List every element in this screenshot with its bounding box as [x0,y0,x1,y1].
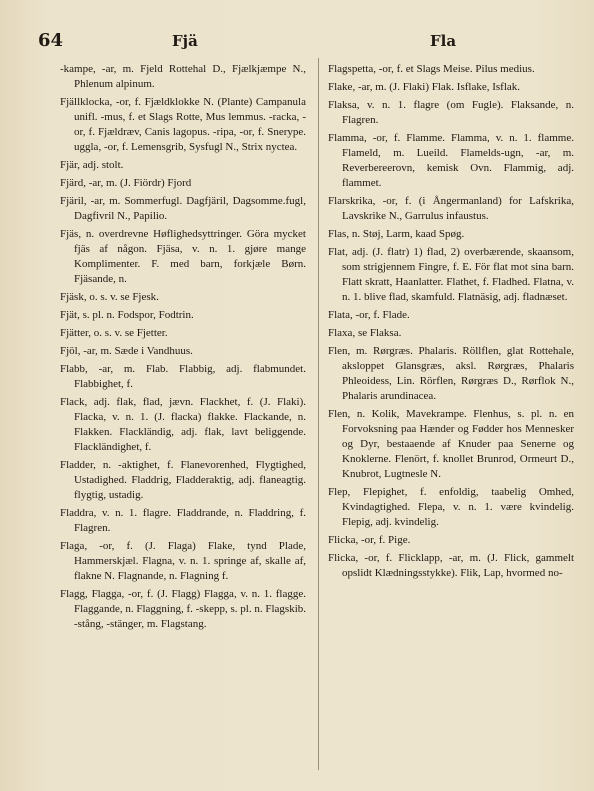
dictionary-entry: Fladder, n. -aktighet, f. Flanevorenhed, Flygtighed, Ustadighed. Fladdrig, Fladderaktig, adj. flaneagtig. flygtig, ustadig. [60,459,306,501]
dictionary-entry: Flabb, -ar, m. Flab. Flabbig, adj. flabmundet. Flabbighet, f. [60,363,306,390]
column-divider [318,58,319,770]
dictionary-entry: Flicka, -or, f. Pige. [328,534,411,546]
dictionary-entry: Flen, n. Kolik, Mavekrampe. Flenhus, s. pl. n. en Forvoksning paa Hænder og Fødder hos Mennesker og Dyr, bestaaende af Knuder paa Senerne og Knoklerne. Flenört, f. knollet Brunrod, Ormeurt D., Knubrot, Lugtnesle N. [328,408,574,480]
dictionary-entry: Flaga, -or, f. (J. Flaga) Flake, tynd Plade, Hammerskjæl. Flagna, v. n. 1. springe af, skalle af, flakne N. Flagnande, n. Flagning f. [60,540,306,582]
dictionary-entry: Flaxa, se Flaksa. [328,327,402,339]
dictionary-entry: Flep, Flepighet, f. enfoldig, taabelig Omhed, Kvindagtighed. Flepa, v. n. 1. være kvindelig. Flepig, adj. kvindelig. [328,486,574,528]
left-guide-word: Fjä [172,32,198,50]
page-header [38,30,554,52]
dictionary-entry: Flagspetta, -or, f. et Slags Meise. Pilus medius. [328,63,535,75]
left-column [60,62,306,767]
right-guide-word: Fla [430,32,457,50]
dictionary-entry: Fjär, adj. stolt. [60,159,124,171]
dictionary-entry: Fladdra, v. n. 1. flagre. Fladdrande, n. Fladdring, f. Flagren. [60,507,306,534]
dictionary-entry: Fjäril, -ar, m. Sommerfugl. Dagfjäril, Dagsomme.fugl, Dagfivril N., Papilio. [60,195,306,222]
dictionary-entry: -kampe, -ar, m. Fjeld Rottehal D., Fjælkjæmpe N., Phlenum alpinum. [60,63,306,90]
dictionary-entry: Fjät, s. pl. n. Fodspor, Fodtrin. [60,309,194,321]
dictionary-entry: Fjällklocka, -or, f. Fjældklokke N. (Plante) Campanula unifl. -mus, f. et Slags Rotte, Mus lemmus. -racka, -or, f. Fjældræv, Canis lagopus. -ripa, -or, f. Snerype. uggla, -or, f. Lemensgrib, Sysfugl N., Strix nyctea. [60,96,306,153]
dictionary-entry: Flicka, -or, f. Flicklapp, -ar, m. (J. Flick, gammelt opslidt Klædningsstykke). Flik, Lap, hvormed no- [328,552,574,579]
dictionary-entry: Fjärd, -ar, m. (J. Fiördr) Fjord [60,177,192,189]
dictionary-entry: Fjäsk, o. s. v. se Fjesk. [60,291,159,303]
page-number: 64 [38,30,64,51]
right-column [328,62,574,767]
dictionary-entry: Flas, n. Støj, Larm, kaad Spøg. [328,228,465,240]
dictionary-entry: Flat, adj. (J. flatr) 1) flad, 2) overbærende, skaansom, som strigjennem Fingre, f. E. För flat mot sina barn. Flatt skratt, Haanlatter. Flathet, f. Fladhed. Flatna, v. n. 1. blive flad, skamfuld. Flatnäsig, adj. fladnæset. [328,246,574,303]
dictionary-entry: Flagg, Flagga, -or, f. (J. Flagg) Flagga, v. n. 1. flagge. Flaggande, n. Flaggning, f. -skepp, s. pl. n. Flagskib. -stång, -stänger, m. Flagstang. [60,588,306,630]
dictionary-entry: Flen, m. Rørgræs. Phalaris. Röllflen, glat Rottehale, aksloppet Glansgræs, aksl. Rørgræs, Phalaris Phleoidess, Lin. Rörflen, Rørgræs D., Rørflok N., Phalaris arundinacea. [328,345,574,402]
dictionary-entry: Flarskrika, -or, f. (i Ångermanland) for Lafskrika, Lavskrike N., Garrulus infaustus. [328,195,574,222]
dictionary-entry: Fjäs, n. overdrevne Høflighedsyttringer. Göra mycket fjäs af någon. Fjäsa, v. n. 1. gjøre mange Komplimenter. F. med barn, forkjæle Børn. Fjäsande, n. [60,228,306,285]
dictionary-entry: Flamma, -or, f. Flamme. Flamma, v. n. 1. flamme. Flameld, m. Lueild. Flamelds-ugn, -ar, m. Reverbereerovn, kemisk Ovn. Flammig, adj. flammet. [328,132,574,189]
dictionary-entry: Fjätter, o. s. v. se Fjetter. [60,327,168,339]
dictionary-entry: Flack, adj. flak, flad, jævn. Flackhet, f. (J. Flaki). Flacka, v. n. 1. (J. flacka) flakke. Flackande, n. Flakken. Flackländig, adj. flak, lavt beliggende. Flackländighet, f. [60,396,306,453]
dictionary-entry: Fjöl, -ar, m. Sæde i Vandhuus. [60,345,193,357]
dictionary-entry: Flake, -ar, m. (J. Flaki) Flak. Isflake, Isflak. [328,81,521,93]
dictionary-entry: Flata, -or, f. Flade. [328,309,410,321]
dictionary-entry: Flaksa, v. n. 1. flagre (om Fugle). Flaksande, n. Flagren. [328,99,574,126]
